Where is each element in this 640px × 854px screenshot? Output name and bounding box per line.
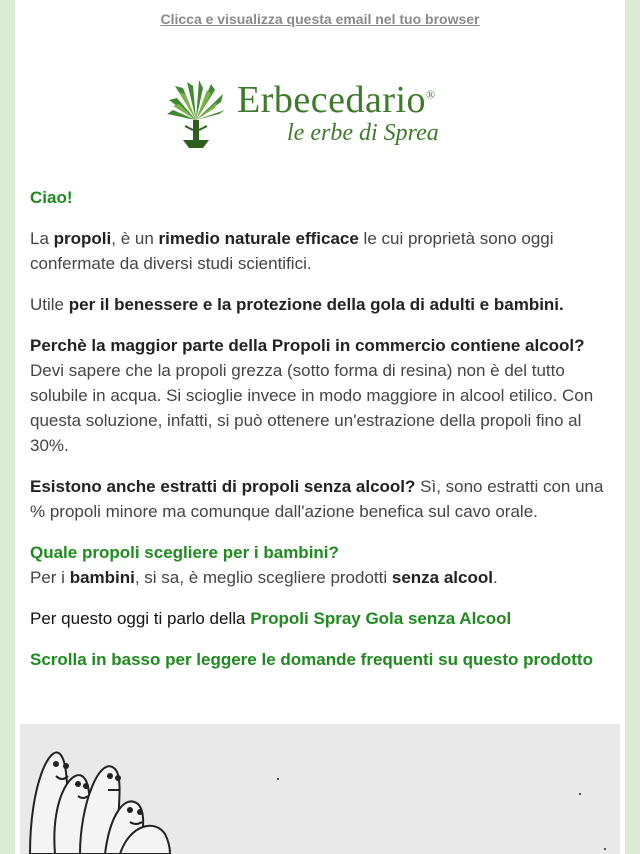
greeting: Ciao! [30,188,73,207]
email-body [30,185,615,688]
paragraph-children: Quale propoli scegliere per i bambini? Per i bambini, si sa, è meglio scegliere prodotti senza alcool. [30,543,498,587]
paragraph-alcohol-free: Esistono anche estratti di propoli senza alcool? Sì, sono estratti con una % propoli minore ma comunque dall'azione benefica sul cavo orale. [30,477,604,521]
germs-illustration [20,724,620,854]
product-link[interactable]: Propoli Spray Gola senza Alcool [250,609,512,628]
view-in-browser-link[interactable]: Clicca e visualizza questa email nel tuo browser [160,11,480,27]
leafy-plant-icon [165,80,227,152]
email-container [15,0,625,854]
logo[interactable] [165,80,475,152]
paragraph-intro: La propoli, è un rimedio naturale efficace le cui proprietà sono oggi confermate da diversi studi scientifici. [30,229,554,273]
paragraph-product: Per questo oggi ti parlo della Propoli Spray Gola senza Alcool [30,609,512,628]
brand-tagline: le erbe di Sprea [287,120,439,146]
hero-image[interactable] [20,724,620,854]
paragraph-benefit: Utile per il benessere e la protezione della gola di adulti e bambini. [30,295,564,314]
logo-text [237,80,473,152]
children-heading: Quale propoli scegliere per i bambini? [30,543,339,562]
scroll-hint: Scrolla in basso per leggere le domande frequenti su questo prodotto [30,650,593,669]
top-bar [15,0,625,38]
paragraph-alcohol: Perchè la maggior parte della Propoli in commercio contiene alcool? Devi sapere che la propoli grezza (sotto forma di resina) non è del tutto solubile in acqua. Si scioglie invece in modo maggiore in alcool etilico. Con questa soluzione, infatti, si può ottenere un'estrazione della propoli fino al 30%. [30,336,594,455]
brand-name: Erbecedario® [237,79,436,121]
